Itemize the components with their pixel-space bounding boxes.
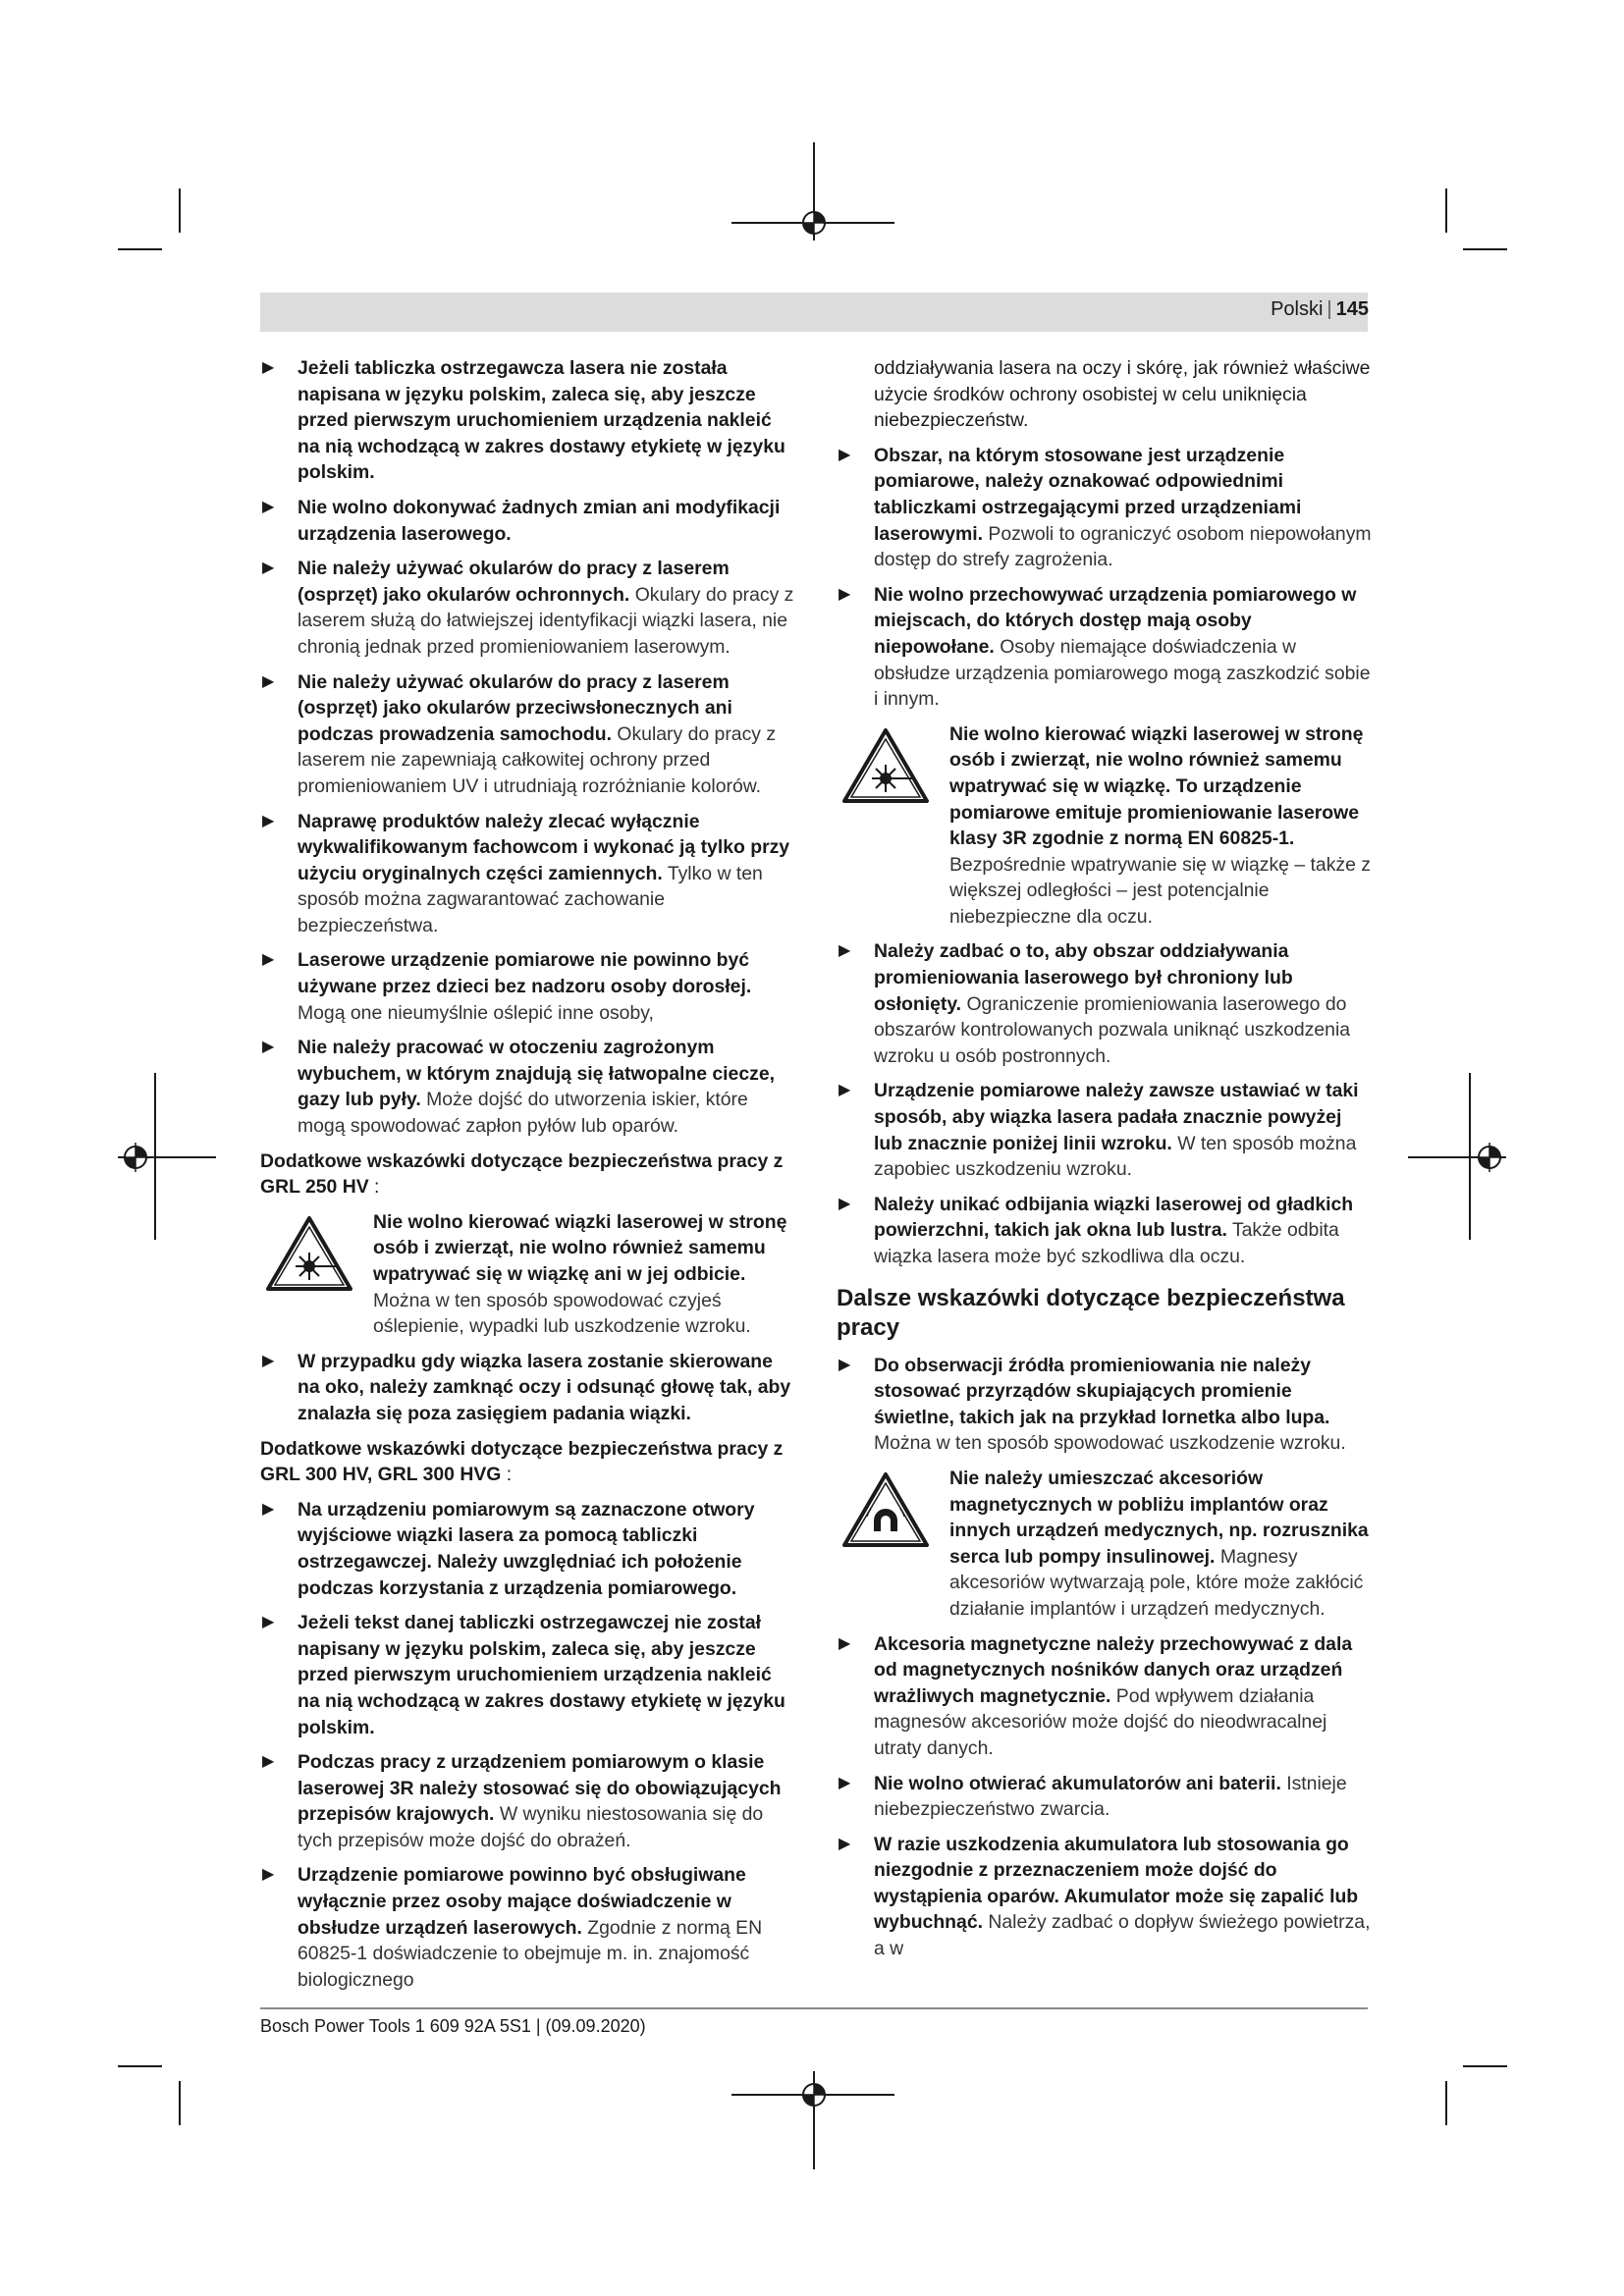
triangle-right-icon: ▶ — [839, 446, 851, 463]
safety-item: ▶ Nie wolno otwierać akumulatorów ani baterii. Istnieje niebezpieczeństwo zwarcia. — [839, 1772, 1347, 1821]
safety-item: ▶ Do obserwacji źródła promieniowania nie należy stosować przyrządów skupiających promienie świetlne, takich jak na przykład lornetka albo lupa. Można w ten sposób spowodować uszkodzenie wzroku. — [839, 1354, 1346, 1455]
safety-item: ▶ Laserowe urządzenie pomiarowe nie powinno być używane przez dzieci bez nadzoru osoby dorosłej. Mogą one nieumyślnie oślepić inne osoby, — [262, 949, 752, 1024]
subsection-intro: Dodatkowe wskazówki dotyczące bezpieczeństwa pracy z GRL 250 HV : — [260, 1149, 784, 1199]
register-line-right-v — [1469, 1073, 1471, 1240]
triangle-right-icon: ▶ — [839, 1356, 851, 1373]
page-header — [1271, 298, 1369, 321]
header-language: Polski — [1271, 298, 1324, 320]
left-column — [260, 355, 795, 2002]
safety-item: ▶ W przypadku gdy wiązka lasera zostanie skierowane na oko, należy zamknąć oczy i odsunąć głowę tak, aby znalazła się poza zasięgiem padania wiązki. — [262, 1350, 791, 1424]
page-number: 145 — [1335, 298, 1369, 320]
safety-item: ▶ Urządzenie pomiarowe powinno być obsługiwane wyłącznie przez osoby mające doświadczenie w obsłudze urządzeń laserowych. Zgodnie z normą EN 60825-1 doświadczenie to obejmuje m. in. znajomość biologicznego — [262, 1864, 763, 1991]
section-heading: Dalsze wskazówki dotyczące bezpieczeństwa pracy — [837, 1284, 1345, 1341]
crop-mark-tr-h — [1463, 248, 1507, 250]
triangle-right-icon: ▶ — [839, 1774, 851, 1791]
crop-mark-bl-v — [179, 2081, 181, 2125]
triangle-right-icon: ▶ — [262, 812, 275, 829]
triangle-right-icon: ▶ — [262, 1614, 275, 1631]
register-line-left-v — [154, 1073, 156, 1240]
safety-item: ▶ Nie wolno dokonywać żadnych zmian ani modyfikacji urządzenia laserowego. — [262, 496, 781, 545]
safety-item: ▶ Należy unikać odbijania wiązki laserowej od gładkich powierzchni, takich jak okna lub lustra. Także odbita wiązka lasera może być szkodliwa dla oczu. — [839, 1193, 1354, 1267]
triangle-right-icon: ▶ — [262, 951, 275, 969]
page-footer: Bosch Power Tools 1 609 92A 5S1 | (09.09.2020) — [260, 2016, 646, 2036]
safety-item: ▶ Naprawę produktów należy zlecać wyłącznie wykwalifikowanym fachowcom i wykonać ją tylko przy użyciu oryginalnych części zamiennych. Tylko w ten sposób można zagwarantować zachowanie bezpieczeństwa. — [262, 810, 790, 936]
crop-mark-bl-h — [118, 2065, 162, 2067]
triangle-right-icon: ▶ — [839, 1835, 851, 1852]
safety-item: ▶ Obszar, na którym stosowane jest urządzenie pomiarowe, należy oznakować odpowiednimi tabliczkami ostrzegającymi przed urządzeniami laserowymi. Pozwoli to ograniczyć osobom niepowołanym dostęp do strefy zagrożenia. — [839, 444, 1372, 571]
triangle-right-icon: ▶ — [262, 359, 275, 376]
safety-item: ▶ Jeżeli tabliczka ostrzegawcza lasera nie została napisana w języku polskim, zaleca się, aby jeszcze przed pierwszym uruchomieniem urządzenia nakleić na nią wchodzącą w zakres dostawy etykietę w języku polskim. — [262, 357, 785, 484]
safety-item: ▶ Należy zadbać o to, aby obszar oddziaływania promieniowania laserowego był chroniony lub osłonięty. Ograniczenie promieniowania laserowego do obszarów kontrolowanych pozwala uniknąć uszkodzenia wzroku u osób postronnych. — [839, 940, 1351, 1067]
triangle-right-icon: ▶ — [262, 1500, 275, 1518]
continued-paragraph: oddziaływania lasera na oczy i skórę, jak również właściwe użycie środków ochrony osobistej w celu uniknięcia niebezpieczeństw. — [874, 357, 1371, 432]
triangle-right-icon: ▶ — [839, 1195, 851, 1212]
magnet-warning-icon — [841, 1471, 930, 1548]
triangle-right-icon: ▶ — [839, 585, 851, 603]
triangle-right-icon: ▶ — [839, 1082, 851, 1099]
laser-warning-icon — [265, 1215, 353, 1292]
triangle-right-icon: ▶ — [262, 498, 275, 515]
triangle-right-icon: ▶ — [262, 672, 275, 690]
crop-mark-br-v — [1445, 2081, 1447, 2125]
triangle-right-icon: ▶ — [262, 560, 275, 577]
crop-mark-tr-v — [1445, 188, 1447, 233]
triangle-right-icon: ▶ — [262, 1352, 275, 1369]
safety-item: ▶ Urządzenie pomiarowe należy zawsze ustawiać w taki sposób, aby wiązka lasera padała znacznie powyżej lub znacznie poniżej linii wzroku. W ten sposób można zapobiec uszkodzeniu wzroku. — [839, 1080, 1359, 1181]
triangle-right-icon: ▶ — [839, 1634, 851, 1652]
header-separator: | — [1326, 298, 1332, 320]
triangle-right-icon: ▶ — [262, 1753, 275, 1771]
crop-mark-tl-v — [179, 188, 181, 233]
footer-rule — [260, 2007, 1368, 2009]
safety-item: ▶ W razie uszkodzenia akumulatora lub stosowania go niezgodnie z przeznaczeniem może dojść do wystąpienia oparów. Akumulator może się zapalić lub wybuchnąć. Należy zadbać o dopływ świeżego powietrza, a w — [839, 1833, 1371, 1960]
safety-item: ▶ Jeżeli tekst danej tabliczki ostrzegawczej nie został napisany w języku polskim, zaleca się, aby jeszcze przed pierwszym uruchomieniem urządzenia nakleić na nią wchodzącą w zakres dostawy etykietę w języku polskim. — [262, 1612, 785, 1738]
triangle-right-icon: ▶ — [839, 942, 851, 960]
safety-item: ▶ Nie należy pracować w otoczeniu zagrożonym wybuchem, w którym znajdują się łatwopalne ciecze, gazy lub pyły. Może dojść do utworzenia iskier, które mogą spowodować zapłon pyłów lub oparów. — [262, 1037, 775, 1138]
magnet-warning-block: Nie należy umieszczać akcesoriów magnetycznych w pobliżu implantów oraz innych urządzeń medycznych, np. rozrusznika serca lub pompy insulinowej. Magnesy akcesoriów wytwarzają pole, które może zakłócić działanie implantów i urządzeń medycznych. — [837, 1466, 1373, 1623]
crop-mark-br-h — [1463, 2065, 1507, 2067]
laser-warning-block: Nie wolno kierować wiązki laserowej w stronę osób i zwierząt, nie wolno również samemu wpatrywać się w wiązkę ani w jej odbicie. Można w ten sposób spowodować czyjeś oślepienie, wypadki lub uszkodzenie wzroku. — [260, 1209, 795, 1340]
safety-item: ▶ Akcesoria magnetyczne należy przechowywać z dala od magnetycznych nośników danych oraz urządzeń wrażliwych magnetycznie. Pod wpływem działania magnesów akcesoriów może dojść do nieodwracalnej utraty danych. — [839, 1632, 1353, 1759]
triangle-right-icon: ▶ — [262, 1866, 275, 1884]
registration-target-top-icon — [799, 208, 829, 238]
safety-item: ▶ Na urządzeniu pomiarowym są zaznaczone otwory wyjściowe wiązki lasera za pomocą tabliczki ostrzegawczej. Należy uwzględniać ich położenie podczas korzystania z urządzenia pomiarowego. — [262, 1498, 755, 1599]
header-bar — [260, 293, 1368, 332]
laser-warning-icon — [841, 727, 930, 804]
safety-item: ▶ Nie wolno przechowywać urządzenia pomiarowego w miejscach, do których dostęp mają osoby niepowołane. Osoby niemające doświadczenia w obsłudze urządzenia pomiarowego mogą zaszkodzić sobie i innym. — [839, 583, 1371, 711]
laser-warning-block: Nie wolno kierować wiązki laserowej w stronę osób i zwierząt, nie wolno również samemu wpatrywać się w wiązkę. To urządzenie pomiarowe emituje promieniowanie laserowe klasy 3R zgodnie z normą EN 60825-1. Bezpośrednie wpatrywanie się w wiązkę – także z większej odległości – jest potencjalnie niebezpieczne dla oczu. — [837, 721, 1373, 931]
right-column — [837, 355, 1373, 1971]
safety-item: ▶ Nie należy używać okularów do pracy z laserem (osprzęt) jako okularów przeciwsłonecznych ani podczas prowadzenia samochodu. Okulary do pracy z laserem nie zapewniają całkowitej ochrony przed promieniowaniem UV i utrudniają rozróżnianie kolorów. — [262, 670, 777, 797]
registration-target-right-icon — [1475, 1143, 1504, 1172]
safety-item: ▶ Podczas pracy z urządzeniem pomiarowym o klasie laserowej 3R należy stosować się do obowiązujących przepisów krajowych. W wyniku niestosowania się do tych przepisów może dojść do obrażeń. — [262, 1751, 782, 1851]
registration-target-bottom-icon — [799, 2080, 829, 2109]
registration-target-left-icon — [121, 1143, 150, 1172]
subsection-intro: Dodatkowe wskazówki dotyczące bezpieczeństwa pracy z GRL 300 HV, GRL 300 HVG : — [260, 1437, 784, 1486]
crop-mark-tl-h — [118, 248, 162, 250]
safety-item: ▶ Nie należy używać okularów do pracy z laserem (osprzęt) jako okularów ochronnych. Okulary do pracy z laserem służą do łatwiejszej identyfikacji wiązki lasera, nie chronią jednak przed promieniowaniem laserowym. — [262, 558, 794, 658]
triangle-right-icon: ▶ — [262, 1039, 275, 1056]
